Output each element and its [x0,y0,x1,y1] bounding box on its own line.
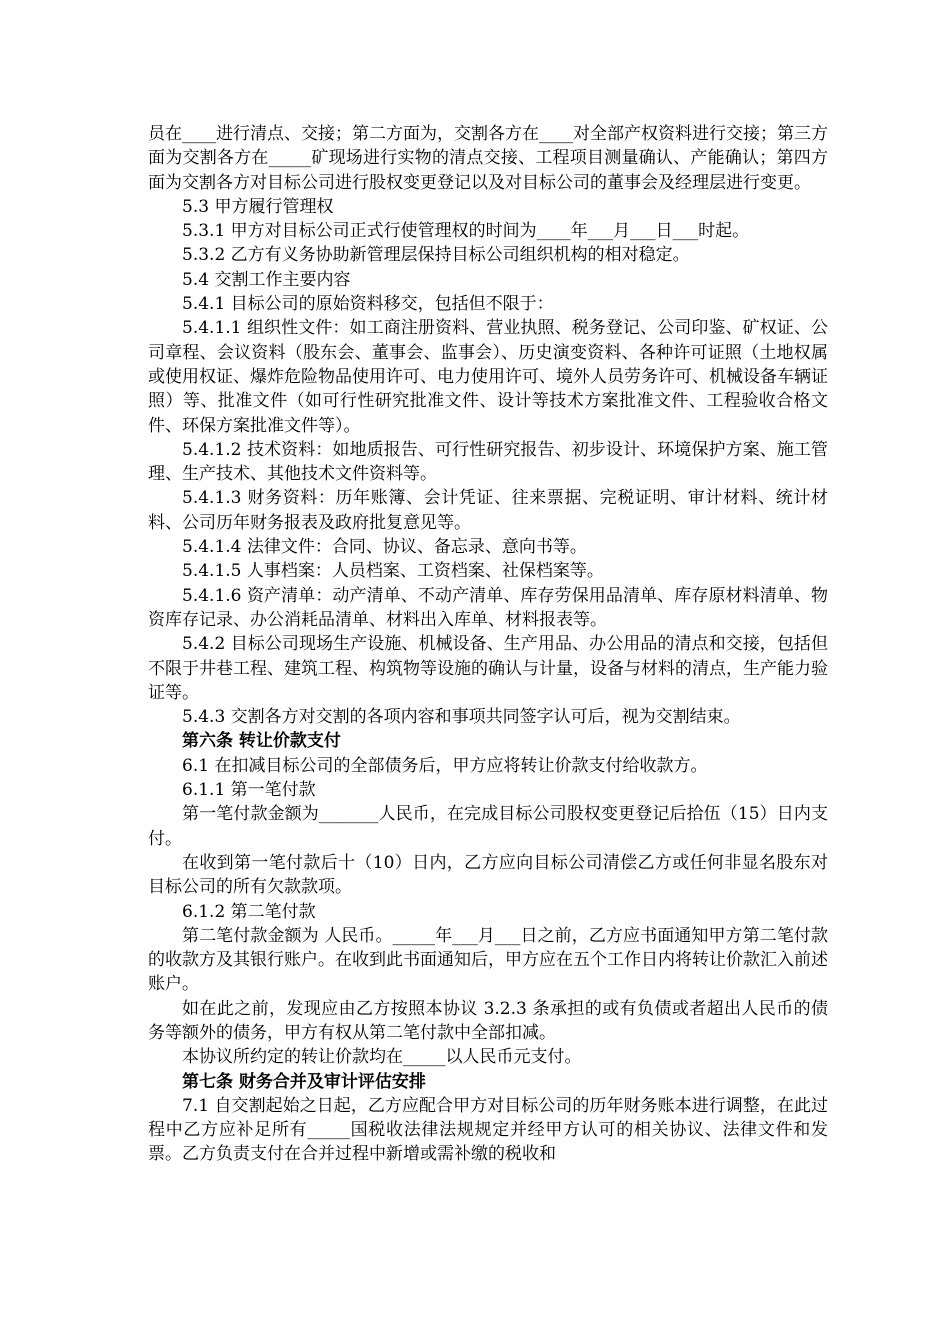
clause-5-4-1-4: 5.4.1.4 法律文件：合同、协议、备忘录、意向书等。 [182,537,587,558]
second-payment-deduction: 如在此之前，发现应由乙方按照本协议 3.2.3 条承担的或有负债或者超出人民币的债务等额外的债务，甲方有权从第二笔付款中全部扣减。 [148,998,828,1043]
first-payment-amount: 第一笔付款金额为_______人民币，在完成目标公司股权变更登记后拾伍（15）日内支付。 [148,804,828,849]
clause-6-1: 6.1 在扣减目标公司的全部债务后，甲方应将转让价款支付给收款方。 [182,755,708,776]
first-payment-settlement: 在收到第一笔付款后十（10）日内，乙方应向目标公司清偿乙方或任何非显名股东对目标公司的所有欠款款项。 [148,852,828,898]
clause-5-4-3: 5.4.3 交割各方对交割的各项内容和事项共同签字认可后，视为交割结束。 [182,707,741,728]
clause-5-4-1-6: 5.4.1.6 资产清单：动产清单、不动产清单、库存劳保用品清单、库存原材料清单、物资库存记录、办公消耗品清单、材料出入库单、材料报表等。 [148,585,828,630]
second-payment-amount: 第二笔付款金额为 人民币。_____年___月___日之前，乙方应书面通知甲方第二笔付款的收款方及其银行账户。在收到此书面通知后，甲方应在五个工作日内将转让价款汇入前述账户。 [148,925,828,995]
paragraph-intro-continuation: 员在____进行清点、交接；第二方面为，交割各方在____对全部产权资料进行交接；第三方面为交割各方在_____矿现场进行实物的清点交接、工程项目测量确认、产能确认；第四方面为交割各方对目标公司进行股权变更登记以及对目标公司的董事会及经理层进行变更。 [148,124,828,193]
clause-5-4-1-5: 5.4.1.5 人事档案：人员档案、工资档案、社保档案等。 [182,561,604,582]
clause-5-4-1-3: 5.4.1.3 财务资料：历年账簿、会计凭证、往来票据、完税证明、审计材料、统计材料、公司历年财务报表及政府批复意见等。 [148,488,828,533]
clause-5-4-1-2: 5.4.1.2 技术资料：如地质报告、可行性研究报告、初步设计、环境保护方案、施工管理、生产技术、其他技术文件资料等。 [148,439,828,485]
clause-5-4-1: 5.4.1 目标公司的原始资料移交，包括但不限于： [182,294,554,315]
clause-5-3-2: 5.3.2 乙方有义务协助新管理层保持目标公司组织机构的相对稳定。 [182,245,690,266]
document-body [148,122,828,1167]
clause-6-1-2-heading: 6.1.2 第二笔付款 [182,901,316,922]
article-6-heading: 第六条 转让价款支付 [182,731,341,752]
clause-6-1-1-heading: 6.1.1 第一笔付款 [182,780,316,801]
clause-5-4-1-1: 5.4.1.1 组织性文件：如工商注册资料、营业执照、税务登记、公司印鉴、矿权证、公司章程、会议资料（股东会、董事会、监事会）、历史演变资料、各种许可证照（土地权属或使用权证、爆炸危险物品使用许可、电力使用许可、境外人员劳务许可、机械设备车辆证照）等、批准文件（如可行性研究批准文件、设计等技术方案批准文件、工程验收合格文件、环保方案批准文件等）。 [148,318,828,436]
clause-5-3-1: 5.3.1 甲方对目标公司正式行使管理权的时间为____年___月___日___时起。 [182,221,750,242]
clause-7-1: 7.1 自交割起始之日起，乙方应配合甲方对目标公司的历年财务账本进行调整，在此过程中乙方应补足所有_____国税收法律法规规定并经甲方认可的相关协议、法律文件和发票。乙方负责支付在合并过程中新增或需补缴的税收和 [148,1095,828,1165]
clause-5-4-2: 5.4.2 目标公司现场生产设施、机械设备、生产用品、办公用品的清点和交接，包括但不限于井巷工程、建筑工程、构筑物等设施的确认与计量，设备与材料的清点，生产能力验证等。 [148,634,828,703]
article-7-heading: 第七条 财务合并及审计评估安排 [182,1071,426,1092]
section-5-4-heading: 5.4 交割工作主要内容 [182,269,351,290]
section-5-3-heading: 5.3 甲方履行管理权 [182,196,334,217]
payment-currency-clause: 本协议所约定的转让价款均在_____以人民币元支付。 [182,1047,582,1068]
